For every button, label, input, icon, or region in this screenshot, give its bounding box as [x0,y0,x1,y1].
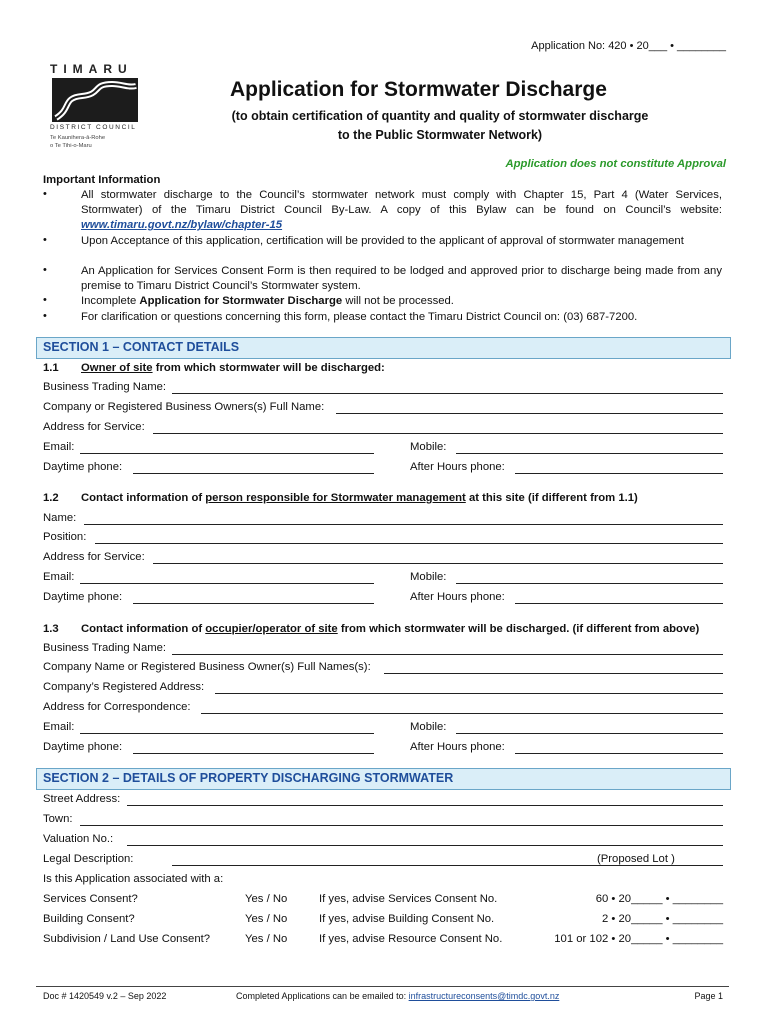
s11-email-label: Email: [43,441,75,453]
s11-address-label: Address for Service: [43,421,145,433]
s13-mobile-label: Mobile: [410,721,447,733]
bullet-text-5: For clarification or questions concerning this form, please contact the Timaru District Council on: (03) 687-7200. [81,311,638,323]
s12-afterhours-field[interactable] [515,603,723,604]
s13-reg-address-field[interactable] [215,693,723,694]
bullet-text-1 [81,188,722,233]
s12-heading-pre: Contact information of [81,492,203,504]
logo-council: DISTRICT COUNCIL [50,124,137,131]
valuation-field[interactable] [127,845,723,846]
building-consent-advise: If yes, advise Building Consent No. [319,913,495,925]
section2-title: SECTION 2 – DETAILS OF PROPERTY DISCHARGING STORMWATER [43,771,454,785]
s13-corr-address-label: Address for Correspondence: [43,701,191,713]
footer-emailed-text: Completed Applications can be emailed to: [236,991,407,1001]
s13-afterhours-label: After Hours phone: [410,741,505,753]
town-field[interactable] [80,825,723,826]
river-logo-icon [52,78,138,122]
s11-mobile-field[interactable] [456,453,723,454]
logo-maori-line1: Te Kaunihera-ā-Rohe [50,135,106,141]
bullet: • [43,264,47,276]
s12-position-field[interactable] [95,543,723,544]
s12-daytime-label: Daytime phone: [43,591,123,603]
bullet-text-2: Upon Acceptance of this application, certification will be provided to the applicant of approval of stormwater management [81,235,684,247]
s12-mobile-field[interactable] [456,583,723,584]
s13-daytime-label: Daytime phone: [43,741,123,753]
s12-daytime-field[interactable] [133,603,374,604]
bullet-text-4 [81,294,722,309]
s13-reg-address-label: Company’s Registered Address: [43,681,205,693]
s13-daytime-field[interactable] [133,753,374,754]
s12-heading-u: person responsible for Stormwater management [205,492,466,504]
valuation-label: Valuation No.: [43,833,114,845]
logo-name: TIMARU [50,62,133,76]
assoc-label: Is this Application associated with a: [43,873,224,885]
s13-corr-address-field[interactable] [201,713,723,714]
bylaw-link[interactable]: www.timaru.govt.nz/bylaw/chapter-15 [81,219,283,231]
s11-business-label: Business Trading Name: [43,381,167,393]
section2-bar [36,768,731,790]
s13-heading-pre: Contact information of [81,623,203,635]
services-consent-yesno[interactable]: Yes / No [245,893,288,905]
s12-mobile-label: Mobile: [410,571,447,583]
legal-label: Legal Description: [43,853,134,865]
s12-name-field[interactable] [84,524,723,525]
bullet-text-3: An Application for Services Consent Form is then required to be lodged and approved prior to discharge being made from any premise to Timaru District Council’s Stormwater system. [81,265,722,292]
services-consent-number[interactable]: 60 • 20_____ • ________ [595,893,723,905]
s13-heading-u: occupier/operator of site [205,623,338,635]
s12-address-label: Address for Service: [43,551,145,563]
legal-field[interactable] [172,865,723,866]
footer-divider [36,986,729,987]
s11-daytime-label: Daytime phone: [43,461,123,473]
s11-business-field[interactable] [172,393,723,394]
s11-heading-rest: from which stormwater will be discharged: [155,362,385,374]
street-label: Street Address: [43,793,121,805]
bullet: • [43,294,47,306]
s11-heading [81,362,385,374]
page-title: Application for Stormwater Discharge [230,78,607,101]
s13-num: 1.3 [43,623,59,635]
subtitle-line2: to the Public Stormwater Network) [337,128,543,142]
bullet: • [43,188,47,200]
subtitle-line1: (to obtain certification of quantity and quality of stormwater discharge [231,109,649,123]
footer-page: Page 1 [694,991,723,1001]
building-consent-number[interactable]: 2 • 20_____ • ________ [602,913,723,925]
resource-consent-advise: If yes, advise Resource Consent No. [319,933,503,945]
resource-consent-label: Subdivision / Land Use Consent? [43,933,211,945]
footer-email-line [236,991,559,1001]
proposed-lot: (Proposed Lot ) [597,853,675,865]
application-number [531,40,726,52]
application-number-value: 420 • 20___ • ________ [608,40,726,52]
s13-afterhours-field[interactable] [515,753,723,754]
s12-name-label: Name: [43,512,77,524]
s12-position-label: Position: [43,531,87,543]
s11-address-field[interactable] [153,433,723,434]
logo-maori [50,135,105,150]
services-consent-advise: If yes, advise Services Consent No. [319,893,498,905]
building-consent-label: Building Consent? [43,913,135,925]
s13-email-field[interactable] [80,733,374,734]
s11-mobile-label: Mobile: [410,441,447,453]
section1-title: SECTION 1 – CONTACT DETAILS [43,340,240,354]
s13-business-label: Business Trading Name: [43,642,167,654]
application-number-label: Application No: [531,40,606,52]
s11-afterhours-field[interactable] [515,473,723,474]
s11-company-label: Company or Registered Business Owners(s) Full Name: [43,401,325,413]
s12-email-field[interactable] [80,583,374,584]
logo-maori-line2: o Te Tihi-o-Maru [50,142,92,149]
council-logo [50,62,150,152]
s11-num: 1.1 [43,362,59,374]
street-field[interactable] [127,805,723,806]
resource-consent-yesno[interactable]: Yes / No [245,933,288,945]
page-subtitle [180,107,700,145]
s12-num: 1.2 [43,492,59,504]
resource-consent-number[interactable]: 101 or 102 • 20_____ • ________ [554,933,723,945]
s11-company-field[interactable] [336,413,723,414]
important-heading: Important Information [43,174,161,186]
s12-address-field[interactable] [153,563,723,564]
s11-daytime-field[interactable] [133,473,374,474]
services-consent-label: Services Consent? [43,893,138,905]
s13-email-label: Email: [43,721,75,733]
footer-email-link[interactable]: infrastructureconsents@timdc.govt.nz [408,991,560,1001]
s12-afterhours-label: After Hours phone: [410,591,505,603]
s13-mobile-field[interactable] [456,733,723,734]
s13-business-field[interactable] [172,654,723,655]
bullet-4-pre: Incomplete [81,295,137,307]
s13-heading [81,623,699,635]
s12-heading [81,492,638,504]
section1-bar [36,337,731,359]
bullet: • [43,310,47,322]
s11-email-field[interactable] [80,453,374,454]
s11-heading-u: Owner of site [81,362,153,374]
bullet-4-bold: Application for Stormwater Discharge [139,295,343,307]
building-consent-yesno[interactable]: Yes / No [245,913,288,925]
s12-heading-post: at this site (if different from 1.1) [468,492,638,504]
s13-company-field[interactable] [384,673,723,674]
footer-doc: Doc # 1420549 v.2 – Sep 2022 [43,991,167,1001]
bullet-4-post: will not be processed. [345,295,454,307]
s12-email-label: Email: [43,571,75,583]
s13-heading-post: from which stormwater will be discharged. (if different from above) [340,623,700,635]
approval-note: Application does not constitute Approval [505,158,726,170]
s13-company-label: Company Name or Registered Business Owner(s) Full Names(s): [43,661,371,673]
town-label: Town: [43,813,73,825]
bullet: • [43,234,47,246]
s11-afterhours-label: After Hours phone: [410,461,505,473]
bullet-1-text: All stormwater discharge to the Council’s stormwater network must comply with Chapter 15, Part 4 (Water Services, Stormwater) of the Timaru District Council By-Law. A copy of this Bylaw can be found on Council’s website: [81,189,722,216]
